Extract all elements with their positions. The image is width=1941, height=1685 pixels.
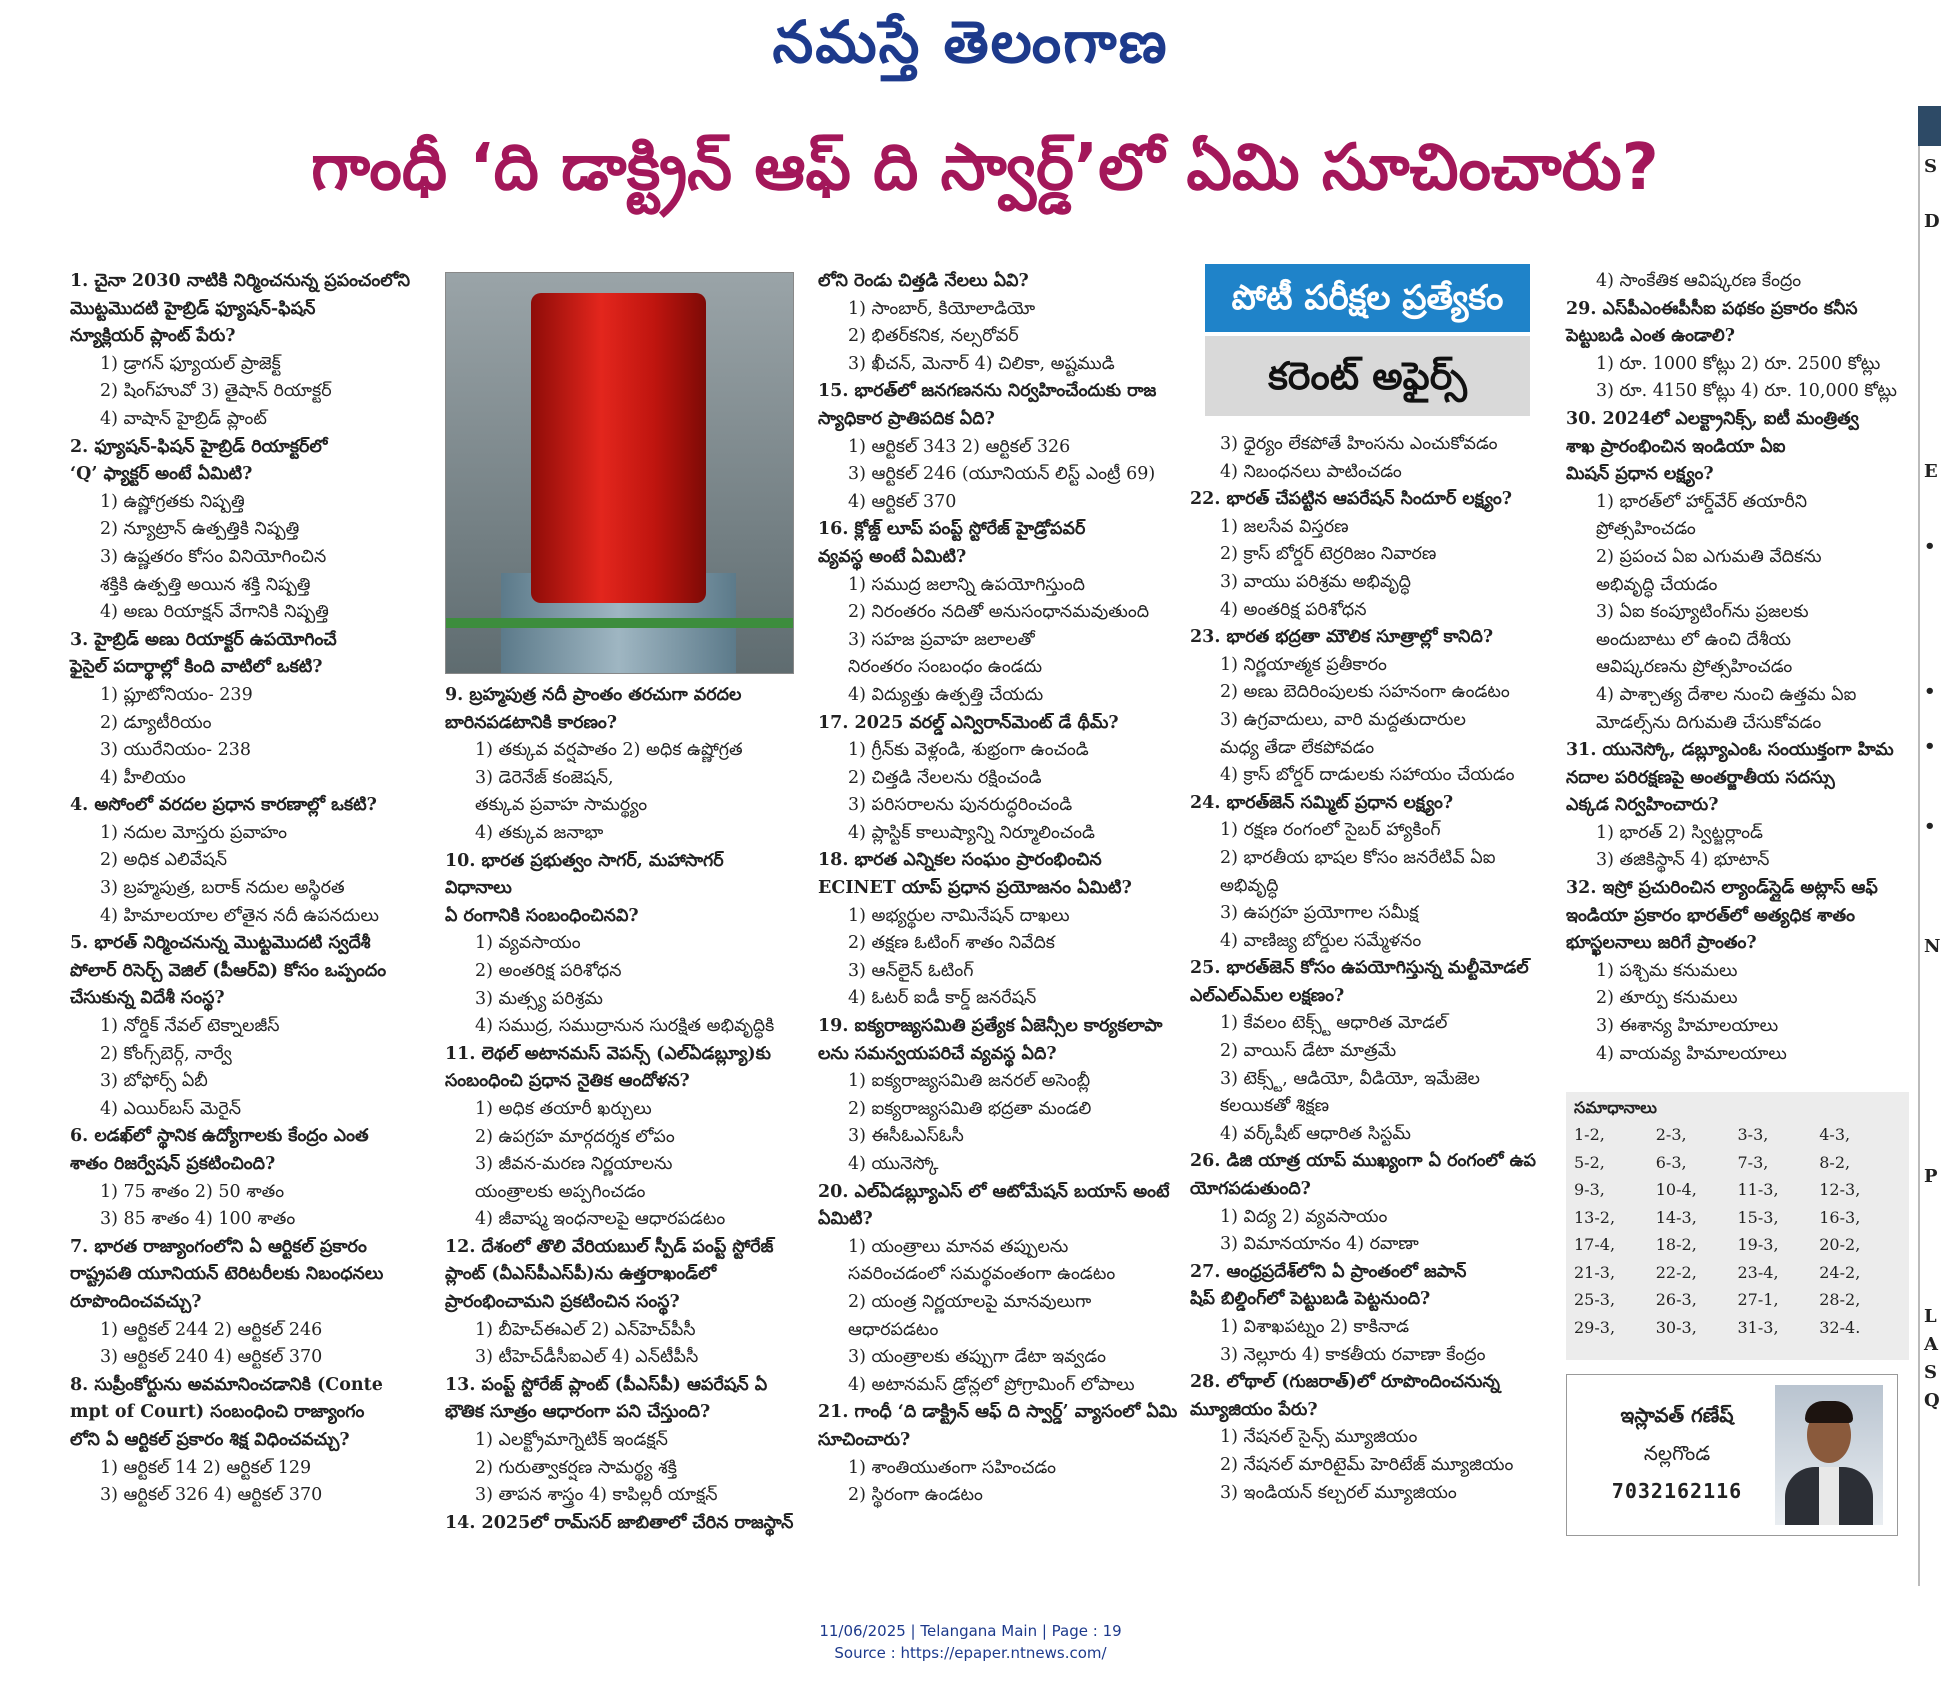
question-line: ఇండియా ప్రకారం భారత్‌లో అత్యధిక శాతం — [1566, 905, 1855, 926]
option-line: 4) తక్కువ జనాభా — [475, 822, 604, 843]
question-line: 2. ఫ్యూషన్-ఫిషన్ హైబ్రిడ్ రియాక్టర్‌లో — [70, 436, 328, 457]
option-line: 3) తజికిస్థాన్ 4) భూటాన్ — [1596, 850, 1770, 871]
option-line: 2) వాయిస్ డేటా మాత్రమే — [1220, 1041, 1397, 1062]
question-line: 18. భారత ఎన్నికల సంఘం ప్రారంభించిన — [818, 850, 1102, 871]
option-line: 1) విశాఖపట్నం 2) కాకినాడ — [1220, 1317, 1410, 1337]
question-line: 1. చైనా 2030 నాటికి నిర్మించనున్న ప్రపంచంలోని — [70, 271, 411, 291]
option-line: 4) జీవాష్మ ఇంధనాలపై ఆధారపడటం — [475, 1209, 726, 1230]
option-line: 1) భారత్ 2) స్విట్జర్లాండ్ — [1596, 822, 1764, 843]
option-line: 1) ఆర్టికల్ 343 2) ఆర్టికల్ 326 — [848, 436, 1071, 457]
option-line: 1) ఆర్టికల్ 14 2) ఆర్టికల్ 129 — [100, 1457, 312, 1478]
strip-header-bar — [1918, 106, 1941, 146]
option-line: 4) అంతరిక్ష పరిశోధన — [1220, 599, 1367, 620]
option-line: 2) తూర్పు కనుమలు — [1596, 988, 1738, 1009]
question-line: 5. భారత్ నిర్మించనున్న మొట్టమొదటి స్వదేశీ — [70, 933, 371, 954]
option-line: 3) ఆర్టికల్ 326 4) ఆర్టికల్ 370 — [100, 1485, 323, 1506]
option-line: 1) నేషనల్ సైన్స్ మ్యూజియం — [1220, 1427, 1418, 1448]
question-line: ఎక్కడ నిర్వహించారు? — [1566, 795, 1719, 816]
option-line: 1) గ్రీన్‌కు వెళ్లండి, శుభ్రంగా ఉంచండి — [848, 740, 1089, 761]
option-line: 1) తక్కువ వర్షపాతం 2) అధిక ఉష్ణోగ్రత — [475, 740, 743, 761]
question-line: యోగపడుతుంది? — [1190, 1179, 1311, 1200]
option-line: 1) విద్య 2) వ్యవసాయం — [1220, 1206, 1388, 1227]
answer-item: 31-3, — [1737, 1317, 1779, 1337]
adjacent-page-strip — [1918, 106, 1941, 1586]
question-line: 7. భారత రాజ్యాంగంలోని ఏ ఆర్టికల్ ప్రకారం — [70, 1236, 367, 1257]
option-line: 3) టీహెచ్‌డీసీఐఎల్ 4) ఎన్‌టీపీసీ — [475, 1347, 699, 1368]
footer-source: Source : https://epaper.ntnews.com/ — [834, 1644, 1107, 1662]
author-photo — [1775, 1385, 1883, 1525]
question-line: 3. హైబ్రిడ్ అణు రియాక్టర్ ఉపయోగించే — [70, 629, 337, 650]
option-line: 3) జీవన-మరణ నిర్ణయాలను — [475, 1154, 673, 1175]
strip-letter: • — [1924, 736, 1936, 757]
answer-item: 13-2, — [1574, 1207, 1616, 1227]
strip-letter: L — [1924, 1306, 1937, 1327]
answer-item: 10-4, — [1655, 1180, 1697, 1199]
option-line: 2) క్రాస్ బోర్డర్ టెర్రరిజం నివారణ — [1220, 544, 1437, 565]
question-line: 13. పంప్ట్ స్టోరేజ్ ప్లాంట్ (పీఎస్‌పీ) ఆపరేషన్ ఏ — [445, 1374, 768, 1395]
answer-item: 3-3, — [1737, 1125, 1769, 1144]
option-line: మధ్య తేడా లేకపోవడం — [1220, 737, 1375, 758]
option-line: 1) ఉష్ణోగ్రతకు నిష్పత్తి — [100, 491, 245, 512]
answer-item: 29-3, — [1574, 1317, 1616, 1337]
option-line: 3) పరిసరాలను పునరుద్ధరించండి — [848, 795, 1073, 816]
strip-letter: • — [1924, 816, 1936, 837]
question-line: ఫైసైల్ పదార్థాల్లో కింది వాటిలో ఒకటి? — [70, 657, 323, 678]
option-line: అభివృద్ధి చేయడం — [1596, 574, 1718, 595]
strip-letter: • — [1924, 681, 1936, 702]
option-line: 3) సహజ ప్రవాహ జలాలతో — [848, 629, 1035, 650]
option-line: 3) తాపన శాస్త్రం 4) కాపిల్లరీ యాక్షన్ — [475, 1485, 718, 1506]
option-line: 2) న్యూట్రాన్ ఉత్పత్తికి నిష్పత్తి — [100, 519, 300, 540]
strip-letter: A — [1924, 1334, 1938, 1355]
reactor-cylinder — [531, 293, 706, 603]
option-line: ఆధారపడటం — [848, 1319, 939, 1340]
answer-item: 27-1, — [1737, 1290, 1779, 1309]
answer-item: 15-3, — [1737, 1207, 1779, 1227]
section-banner-subtitle: కరెంట్ అఫైర్స్ — [1205, 336, 1530, 416]
option-line: 3) ఖీచన్, మెనార్ 4) చిలికా, అష్టముడి — [848, 353, 1115, 374]
question-line: మొట్టమొదటి హైబ్రిడ్ ఫ్యూషన్-ఫిషన్ — [70, 298, 316, 319]
answer-item: 26-3, — [1655, 1290, 1697, 1309]
answer-item: 16-3, — [1819, 1207, 1861, 1227]
answer-item: 7-3, — [1737, 1152, 1769, 1172]
option-line: 2) తక్షణ ఓటింగ్ శాతం నివేదిక — [848, 933, 1055, 954]
option-line: 3) ఆర్టికల్ 240 4) ఆర్టికల్ 370 — [100, 1347, 323, 1368]
option-line: 1) ప్లూటోనియం- 239 — [100, 684, 253, 705]
option-line: 3) ఈశాన్య హిమాలయాలు — [1596, 1016, 1779, 1037]
option-line: 4) వాణిజ్య బోర్డుల సమ్మేళనం — [1220, 930, 1422, 951]
strip-letter: D — [1924, 211, 1940, 232]
question-line: ప్రారంభించామని ప్రకటించిన సంస్థ? — [445, 1292, 680, 1313]
option-line: 2) గురుత్వాకర్షణ సామర్థ్య శక్తి — [475, 1457, 677, 1478]
question-line: 22. భారత్ చేపట్టిన ఆపరేషన్ సిందూర్ లక్ష్యం? — [1190, 489, 1513, 510]
option-line: 3) ఏఐ కంప్యూటింగ్‌ను ప్రజలకు — [1596, 602, 1809, 623]
option-line: 2) ప్రపంచ ఏఐ ఎగుమతి వేదికను — [1596, 546, 1822, 567]
option-line: 1) రక్షణ రంగంలో సైబర్ హ్యాకింగ్ — [1220, 820, 1441, 841]
option-line: సవరించడంలో సమర్థవంతంగా ఉండటం — [848, 1264, 1116, 1285]
option-line: 1) బీహెచ్ఈఎల్ 2) ఎన్‌హెచ్‌పీసీ — [475, 1319, 696, 1340]
question-line: రాష్ట్రపతి యూనియన్ టెరిటరీలకు నిబంధనలు — [70, 1264, 384, 1285]
strip-letter: S — [1924, 156, 1937, 177]
answers-title: సమాధానాలు — [1574, 1098, 1657, 1117]
reactor-photo — [445, 272, 794, 674]
option-line: 1) కేవలం టెక్స్ట్ ఆధారిత మోడల్ — [1220, 1013, 1448, 1034]
option-line: 2) ఐక్యరాజ్యసమితి భద్రతా మండలి — [848, 1098, 1092, 1119]
footer-date-page: 11/06/2025 | Telangana Main | Page : 19 — [819, 1622, 1122, 1640]
option-line: 3) ఈసీఓఎస్‌ఓసీ — [848, 1126, 964, 1147]
column-5 — [1566, 268, 1918, 1068]
question-line: భూస్ఖలనాలు జరిగే ప్రాంతం? — [1566, 933, 1757, 954]
answer-item: 12-3, — [1819, 1180, 1861, 1199]
question-line: 30. 2024లో ఎలక్ట్రానిక్స్, ఐటీ మంత్రిత్వ — [1566, 408, 1859, 429]
option-line: 3) 85 శాతం 4) 100 శాతం — [100, 1209, 296, 1230]
option-line: 1) అధిక తయారీ ఖర్చులు — [475, 1098, 652, 1119]
option-line: 3) డెరెనేజ్ కంజెషన్, — [475, 767, 614, 788]
answer-item: 30-3, — [1655, 1317, 1697, 1337]
question-line: సూచించారు? — [818, 1429, 911, 1450]
option-line: 2) డ్యూటీరియం — [100, 712, 212, 733]
option-line: 1) ఎలక్ట్రోమాగ్నెటిక్ ఇండక్షన్ — [475, 1430, 668, 1451]
option-line: 1) డ్రాగన్ ఫ్యూయల్ ప్రాజెక్ట్ — [100, 353, 281, 374]
option-line: 2) నిరంతరం నదితో అనుసంధానమవుతుంది — [848, 602, 1150, 623]
strip-letter: • — [1924, 536, 1936, 557]
option-line: 3) టెక్స్ట్, ఆడియో, వీడియో, ఇమేజెల — [1220, 1068, 1480, 1089]
question-line: 8. సుప్రీంకోర్టును అవమానించడానికి (Conte — [70, 1374, 383, 1395]
answer-item: 23-4, — [1737, 1262, 1779, 1282]
answer-item: 17-4, — [1574, 1235, 1616, 1254]
option-line: 4) విద్యుత్తు ఉత్పత్తి చేయదు — [848, 684, 1044, 705]
option-line: 4) నిబంధనలు పాటించడం — [1220, 461, 1402, 482]
option-line: 3) ధైర్యం లేకపోతే హింసను ఎంచుకోవడం — [1220, 434, 1498, 454]
option-line: 2) ఉపగ్రహ మార్గదర్శక లోపం — [475, 1126, 675, 1147]
answer-item: 8-2, — [1819, 1152, 1851, 1172]
option-line: శక్తికి ఉత్పత్తి అయిన శక్తి నిష్పత్తి — [100, 574, 311, 595]
option-line: 1) సాంబార్, కియోలాడియో — [848, 298, 1036, 319]
option-line: 3) యురేనియం- 238 — [100, 740, 252, 761]
option-line: కలయికతో శిక్షణ — [1220, 1096, 1330, 1117]
answer-item: 28-2, — [1819, 1290, 1861, 1309]
option-line: నిరంతరం సంబంధం ఉండదు — [848, 657, 1043, 678]
question-line: 32. ఇస్రో ప్రచురించిన ల్యాండ్‌స్లైడ్ అట్లాస్ ఆఫ్ — [1566, 878, 1878, 899]
option-line: 4) ఓటర్ ఐడీ కార్డ్ జనరేషన్ — [848, 988, 1037, 1009]
option-line: 3) ఉపగ్రహ ప్రయోగాల సమీక్ష — [1220, 903, 1419, 924]
question-line: పెట్టుబడి ఎంత ఉండాలి? — [1566, 326, 1735, 347]
option-line: 2) భారతీయ భాషల కోసం జనరేటివ్ ఏఐ — [1220, 847, 1496, 868]
option-line: 1) రూ. 1000 కోట్లు 2) రూ. 2500 కోట్లు — [1596, 353, 1881, 374]
option-line: 4) అటానమస్ డ్రోన్లలో ప్రోగ్రామింగ్ లోపాలు — [848, 1374, 1135, 1395]
option-line: 4) క్రాస్ బోర్డర్ దాడులకు సహాయం చేయడం — [1220, 765, 1515, 786]
answer-item: 2-3, — [1655, 1125, 1687, 1144]
author-photo-hair — [1805, 1401, 1853, 1423]
option-line: 3) ఆర్టికల్ 246 (యూనియన్ లిస్ట్ ఎంట్రీ 69) — [848, 464, 1156, 485]
question-line: ECINET యాప్ ప్రధాన ప్రయోజనం ఏమిటి? — [818, 878, 1132, 899]
answer-item: 25-3, — [1574, 1290, 1616, 1309]
option-line: 4) హిమాలయాల లోతైన నదీ ఉపనదులు — [100, 905, 379, 926]
question-line: 21. గాంధీ ‘ది డాక్ట్రిన్ ఆఫ్ ది స్వార్డ్’ వ్యాసంలో ఏమి — [818, 1402, 1178, 1423]
option-line: 1) 75 శాతం 2) 50 శాతం — [100, 1181, 285, 1202]
question-line: లోని ఏ ఆర్టికల్ ప్రకారం శిక్ష విధించవచ్చు? — [70, 1429, 350, 1450]
question-line: 20. ఎల్‌ఏడబ్ల్యూఎస్ లో ఆటోమేషన్ బయాస్ అంటే — [818, 1181, 1170, 1202]
question-line: లోని రెండు చిత్తడి నేలలు ఏవి? — [818, 271, 1029, 291]
option-line: 2) అధిక ఎలివేషన్ — [100, 850, 228, 871]
question-line: ప్లాంట్ (వీఎస్‌పీఎస్‌పీ)ను ఉత్తరాఖండ్‌లో — [445, 1264, 717, 1285]
question-line: శాతం రిజర్వేషన్ ప్రకటించింది? — [70, 1154, 276, 1174]
option-line: 2) షింగ్‌హువో 3) తైషాన్ రియాక్టర్ — [100, 381, 332, 402]
option-line: 1) నదుల మోస్తరు ప్రవాహం — [100, 822, 288, 843]
option-line: 3) విమానయానం 4) రవాణా — [1220, 1234, 1419, 1255]
answer-item: 14-3, — [1655, 1207, 1697, 1227]
section-banner-title: పోటీ పరీక్షల ప్రత్యేకం — [1205, 264, 1530, 332]
option-line: 3) బోఫోర్స్ ఏబీ — [100, 1071, 208, 1092]
answer-item: 6-3, — [1655, 1152, 1687, 1172]
question-line: సంబంధించి ప్రధాన నైతిక ఆందోళన? — [445, 1071, 690, 1092]
option-line: 1) నిర్ణయాత్మక ప్రతీకారం — [1220, 654, 1387, 675]
option-line: 3) ఉష్ణతరం కోసం వినియోగించిన — [100, 546, 327, 567]
option-line: 1) భారత్‌లో హార్డ్‌వేర్ తయారీని — [1596, 491, 1808, 512]
option-line: తక్కువ ప్రవాహ సామర్థ్యం — [475, 795, 648, 816]
question-line: 6. లడఖ్‌లో స్థానిక ఉద్యోగాలకు కేంద్రం ఎంత — [70, 1126, 369, 1147]
option-line: 1) శాంతియుతంగా సహించడం — [848, 1457, 1056, 1478]
answers-box — [1566, 1092, 1909, 1360]
question-line: 31. యునెస్కో, డబ్ల్యూఎంఓ సంయుక్తంగా హిమ — [1566, 740, 1894, 761]
option-line: మోడల్స్‌ను దిగుమతి చేసుకోవడం — [1596, 712, 1822, 733]
option-line: 1) పశ్చిమ కనుమలు — [1596, 960, 1738, 981]
question-line: లను సమన్వయపరిచే వ్యవస్థ ఏది? — [818, 1043, 1057, 1064]
option-line: 4) పాశ్చాత్య దేశాల నుంచి ఉత్తమ ఏఐ — [1596, 684, 1857, 705]
answer-item: 21-3, — [1574, 1262, 1616, 1282]
answer-item: 11-3, — [1737, 1180, 1779, 1199]
strip-edge — [1918, 106, 1920, 1586]
question-line: వ్యవస్థ అంటే ఏమిటి? — [818, 546, 967, 567]
option-line: 4) ప్లాస్టిక్ కాలుష్యాన్ని నిర్మూలించండి — [848, 822, 1095, 843]
question-line: ఏమిటి? — [818, 1209, 873, 1230]
answer-item: 5-2, — [1574, 1152, 1605, 1172]
strip-letter: Q — [1924, 1390, 1940, 1411]
option-line: 2) స్థిరంగా ఉండటం — [848, 1485, 983, 1506]
option-line: 1) అభ్యర్థుల నామినేషన్ దాఖలు — [848, 905, 1070, 926]
question-line: 23. భారత భద్రతా మౌలిక సూత్రాల్లో కానిది? — [1190, 627, 1494, 648]
option-line: 2) చిత్తడి నేలలను రక్షించండి — [848, 767, 1042, 788]
option-line: 4) వాయవ్య హిమాలయాలు — [1596, 1043, 1787, 1064]
question-line: 10. భారత ప్రభుత్వం సాగర్, మహాసాగర్ విధానాలు — [445, 850, 724, 899]
option-line: 2) కోంగ్స్‌బెర్గ్, నార్వే — [100, 1043, 232, 1064]
question-line: భౌతిక సూత్రం ఆధారంగా పని చేస్తుంది? — [445, 1402, 711, 1423]
option-line: 1) సముద్ర జలాన్ని ఉపయోగిస్తుంది — [848, 574, 1085, 595]
question-line: న్యూక్లియర్ ప్లాంట్ పేరు? — [70, 326, 236, 347]
question-line: నదాల పరిరక్షణపై అంతర్జాతీయ సదస్సు — [1566, 767, 1835, 788]
option-line: అభివృద్ధి — [1220, 875, 1279, 896]
option-line: 3) నెల్లూరు 4) కాకతీయ రవాణా కేంద్రం — [1220, 1344, 1486, 1365]
option-line: 4) ఆర్టికల్ 370 — [848, 491, 957, 512]
answers-grid — [1566, 1123, 1909, 1339]
reactor-pipe — [446, 618, 793, 628]
answer-item: 1-2, — [1574, 1125, 1605, 1144]
question-line: 24. భారత్‌జెన్ సమ్మిట్ ప్రధాన లక్ష్యం? — [1190, 792, 1454, 813]
question-line: 4. అసోంలో వరదల ప్రధాన కారణాల్లో ఒకటి? — [70, 795, 377, 816]
question-line: ‘Q’ ఫ్యాక్టర్ అంటే ఏమిటి? — [70, 464, 253, 485]
option-line: ప్రోత్సహించడం — [1596, 519, 1696, 540]
question-line: 25. భారత్‌జెన్ కోసం ఉపయోగిస్తున్న మల్టీమోడల్ — [1190, 958, 1529, 979]
option-line: 4) హీలియం — [100, 767, 186, 788]
question-line: 17. 2025 వరల్డ్ ఎన్విరాన్‌మెంట్ డే థీమ్? — [818, 712, 1119, 733]
question-line: 29. ఎస్‌పీఎంఈపీసీఐ పథకం ప్రకారం కనీస — [1566, 298, 1858, 319]
question-line: ఎల్‌ఎల్‌ఎమ్‌ల లక్షణం? — [1190, 985, 1345, 1006]
answer-item: 18-2, — [1655, 1235, 1697, 1254]
column-1 — [70, 268, 420, 1510]
strip-letter: N — [1924, 936, 1941, 957]
option-line: 3) ఉగ్రవాదులు, వారి మద్దతుదారుల — [1220, 709, 1466, 730]
option-line: 3) ఇండియన్ కల్చరల్ మ్యూజియం — [1220, 1482, 1457, 1503]
strip-letter: S — [1924, 1362, 1937, 1383]
option-line: 3) బ్రహ్మపుత్ర, బరాక్ నదుల అస్థిరత — [100, 878, 345, 899]
author-card — [1566, 1374, 1898, 1536]
strip-letter: P — [1924, 1166, 1938, 1187]
author-photo-shirt — [1819, 1467, 1839, 1525]
question-line: mpt of Court) సంబంధించి రాజ్యాంగం — [70, 1402, 365, 1423]
question-line: 26. డిజి యాత్ర యాప్ ముఖ్యంగా ఏ రంగంలో ఉప — [1190, 1151, 1536, 1172]
option-line: యంత్రాలకు అప్పగించడం — [475, 1181, 646, 1202]
option-line: 2) అంతరిక్ష పరిశోధన — [475, 960, 622, 981]
option-line: 4) వర్క్‌షీట్ ఆధారిత సిస్టమ్ — [1220, 1123, 1411, 1144]
option-line: 4) సాంకేతిక ఆవిష్కరణ కేంద్రం — [1596, 271, 1802, 291]
option-line: 4) వాషాన్ హైబ్రిడ్ ప్లాంట్ — [100, 408, 267, 429]
answer-item: 32-4. — [1819, 1317, 1861, 1337]
question-line: 12. దేశంలో తొలి వేరియబుల్ స్పీడ్ పంప్ట్ స్టోరేజ్ — [445, 1236, 774, 1257]
option-line: 1) యంత్రాలు మానవ తప్పులను — [848, 1236, 1069, 1257]
option-line: అందుబాటు లో ఉంచి దేశీయ — [1596, 629, 1792, 650]
masthead-logo: నమస్తే తెలంగాణ — [772, 8, 1169, 76]
column-2 — [445, 682, 795, 1537]
question-line: శాఖ ప్రారంభించిన ఇండియా ఏఐ — [1566, 436, 1786, 457]
question-line: స్యాధికార ప్రాతిపదిక ఏది? — [818, 408, 995, 429]
option-line: 1) ఆర్టికల్ 244 2) ఆర్టికల్ 246 — [100, 1319, 323, 1340]
option-line: 1) ఐక్యరాజ్యసమితి జనరల్ అసెంబ్లీ — [848, 1071, 1091, 1092]
option-line: 2) నేషనల్ మారిటైమ్ హెరిటేజ్ మ్యూజియం — [1220, 1454, 1514, 1475]
question-line: చేసుకున్న విదేశీ సంస్థ? — [70, 988, 225, 1009]
option-line: 1) వ్యవసాయం — [475, 933, 581, 954]
answer-item: 4-3, — [1819, 1125, 1851, 1144]
author-phone: 7032162116 — [1611, 1479, 1743, 1503]
column-4 — [1190, 431, 1555, 1507]
option-line: 3) యంత్రాలకు తప్పుగా డేటా ఇవ్వడం — [848, 1347, 1106, 1368]
answer-item: 9-3, — [1574, 1180, 1605, 1199]
option-line: 1) నోర్డిక్ నేవల్ టెక్నాలజీస్ — [100, 1016, 280, 1037]
question-line: పోలార్ రిసెర్చ్ వెజిల్ (పీఆర్‌వి) కోసం ఒప్పందం — [70, 960, 387, 981]
question-line: మిషన్ ప్రధాన లక్ష్యం? — [1566, 464, 1714, 485]
option-line: 1) జలసేవ విస్తరణ — [1220, 516, 1349, 537]
option-line: 4) యునెస్కో — [848, 1154, 939, 1174]
question-line: రూపొందించవచ్చు? — [70, 1291, 202, 1312]
question-line: 19. ఐక్యరాజ్యసమితి ప్రత్యేక ఏజెన్సీల కార్యకలాపా — [818, 1016, 1163, 1037]
answer-item: 22-2, — [1655, 1262, 1697, 1282]
answer-item: 20-2, — [1819, 1235, 1861, 1254]
question-line: 28. లోథాల్ (గుజరాత్)లో రూపొందించనున్న — [1190, 1372, 1500, 1393]
question-line: ఏ రంగానికి సంబంధించినవి? — [445, 905, 639, 926]
option-line: 3) వాయు పరిశ్రమ అభివృద్ధి — [1220, 571, 1412, 592]
question-line: బారినపడటానికి కారణం? — [445, 712, 618, 733]
answer-item: 19-3, — [1737, 1235, 1779, 1254]
question-line: 27. ఆంధ్రప్రదేశ్‌లోని ఏ ప్రాంతంలో జపాన్ — [1190, 1261, 1467, 1282]
column-3 — [818, 268, 1178, 1510]
option-line: 2) అణు బెదిరింపులకు సహనంగా ఉండటం — [1220, 682, 1510, 703]
question-line: 9. బ్రహ్మపుత్ర నదీ ప్రాంతం తరచుగా వరదల — [445, 685, 742, 705]
option-line: 2) యంత్ర నిర్ణయాలపై మానవులుగా — [848, 1291, 1092, 1312]
question-line: 16. క్లోజ్డ్ లూప్ పంప్ట్ స్టోరేజ్ హైడ్రోపవర్ — [818, 519, 1086, 540]
option-line: 2) భితర్‌కనిక, నల్సరోవర్ — [848, 326, 1019, 347]
option-line: 3) మత్స్య పరిశ్రమ — [475, 988, 603, 1009]
author-place: నల్లగొండ — [1643, 1441, 1711, 1465]
answer-item: 24-2, — [1819, 1262, 1861, 1282]
question-line: 15. భారత్‌లో జనగణనను నిర్వహించేందుకు రాజ — [818, 381, 1157, 402]
question-line: షిప్ బిల్డింగ్‌లో పెట్టుబడి పెట్టనుంది? — [1190, 1289, 1431, 1310]
question-line: 14. 2025లో రామ్‌సర్ జాబితాలో చేరిన రాజస్థాన్ — [445, 1512, 794, 1533]
option-line: 3) ఆన్‌లైన్ ఓటింగ్ — [848, 960, 974, 981]
option-line: 3) రూ. 4150 కోట్లు 4) రూ. 10,000 కోట్లు — [1596, 381, 1897, 402]
option-line: 4) అణు రియాక్షన్ వేగానికి నిష్పత్తి — [100, 602, 329, 623]
question-line: 11. లెథల్ అటానమస్ వెపన్స్ (ఎల్‌ఏడబ్ల్యూ)కు — [445, 1043, 771, 1064]
option-line: ఆవిష్కరణను ప్రోత్సహించడం — [1596, 657, 1793, 678]
strip-letter: E — [1924, 461, 1938, 482]
headline: గాంధీ ‘ది డాక్ట్రిన్ ఆఫ్ ది స్వార్డ్’లో ఏమి సూచించారు? — [311, 131, 1659, 205]
option-line: 4) ఎయిర్‌బస్ మెరైన్ — [100, 1098, 241, 1119]
question-line: మ్యూజియం పేరు? — [1190, 1399, 1318, 1420]
author-name: ఇస్లావత్ గణేష్ — [1620, 1403, 1734, 1427]
option-line: 4) సముద్ర, సముద్రానున సురక్షిత అభివృద్ధికి — [475, 1016, 775, 1037]
